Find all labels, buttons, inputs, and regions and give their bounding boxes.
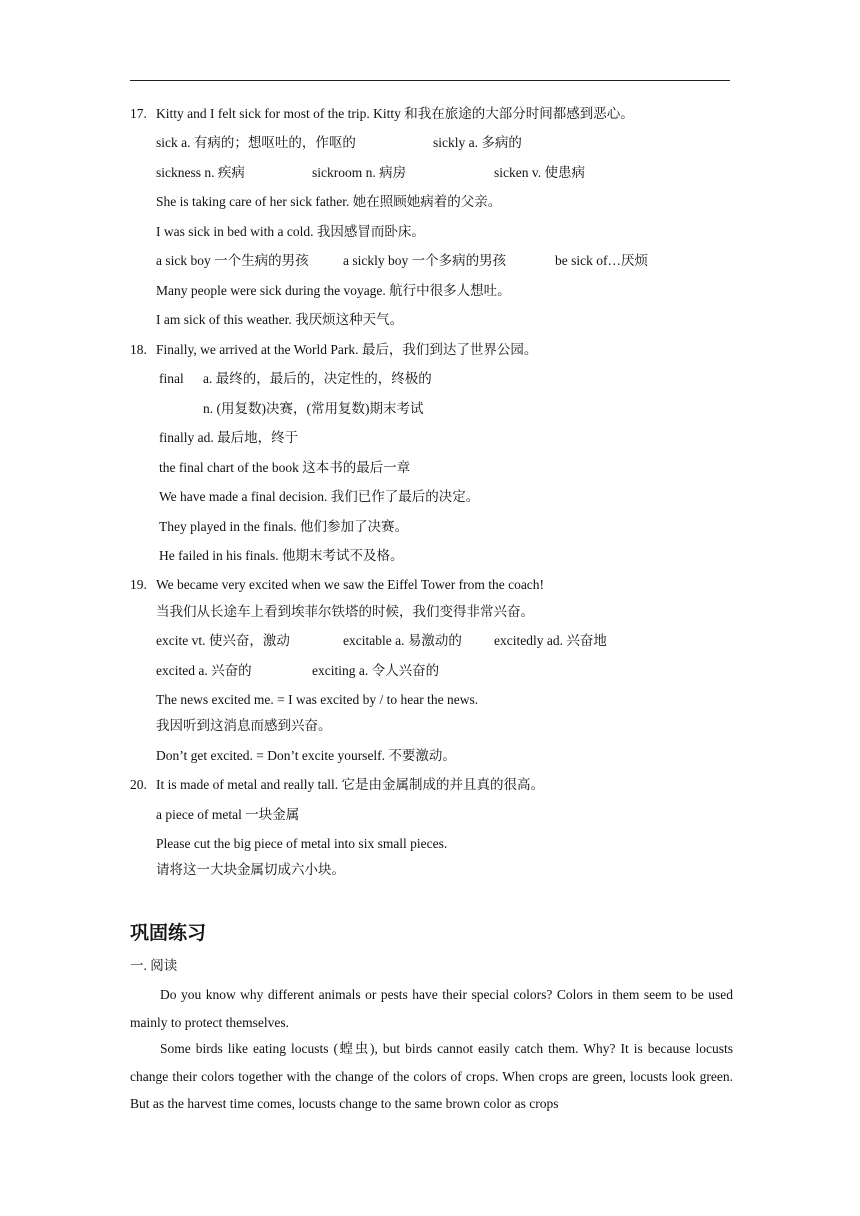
item-number: 19. — [130, 577, 147, 592]
example: The news excited me. = I was excited by / to hear the news. — [156, 692, 479, 707]
example: the final chart of the book 这本书的最后一章 — [159, 460, 411, 475]
vocab-definition: a. 最终的，最后的，决定性的，终极的 — [203, 371, 432, 386]
subsection-label: 一. 阅读 — [130, 958, 178, 973]
vocab-entry: excite vt. 使兴奋，激动 — [156, 633, 290, 648]
section-heading: 巩固练习 — [130, 922, 207, 944]
vocab-entry: excitable a. 易激动的 — [343, 633, 462, 648]
example: They played in the finals. 他们参加了决赛。 — [159, 519, 408, 534]
example-translation: 请将这一大块金属切成六小块。 — [156, 862, 345, 877]
sentence: We became very excited when we saw the Eiffel Tower from the coach! — [156, 577, 545, 592]
item-number: 18. — [130, 342, 147, 357]
vocab-entry: excitedly ad. 兴奋地 — [494, 633, 607, 648]
sentence: Kitty and I felt sick for most of the trip. Kitty 和我在旅途的大部分时间都感到恶心。 — [156, 106, 634, 121]
example: Don’t get excited. = Don’t excite yourself. 不要激动。 — [156, 748, 456, 763]
header-rule — [130, 80, 730, 81]
example-translation: 我因听到这消息而感到兴奋。 — [156, 718, 332, 733]
vocab-entry: sick a. 有病的；想呕吐的，作呕的 — [156, 135, 356, 150]
vocab-entry: sickroom n. 病房 — [312, 165, 407, 180]
vocab-word: final — [159, 371, 184, 386]
example: Please cut the big piece of metal into six small pieces. — [156, 836, 448, 851]
reading-paragraph: Some birds like eating locusts (蝗虫), but birds cannot easily catch them. Why? It is because locusts change their colors together with the change of the colors of crops. When crops are green, locusts look green. But as the harvest time comes, locusts change to the same brown color as crops — [130, 1041, 733, 1111]
example: He failed in his finals. 他期末考试不及格。 — [159, 548, 404, 563]
example: She is taking care of her sick father. 她在照顾她病着的父亲。 — [156, 194, 502, 209]
item-number: 17. — [130, 106, 147, 121]
sentence-translation: 当我们从长途车上看到埃菲尔铁塔的时候，我们变得非常兴奋。 — [156, 604, 534, 619]
vocab-entry: sicken v. 使患病 — [494, 165, 585, 180]
example: I was sick in bed with a cold. 我因感冒而卧床。 — [156, 224, 425, 239]
sentence: Finally, we arrived at the World Park. 最后，我们到达了世界公园。 — [156, 342, 538, 357]
example: a piece of metal 一块金属 — [156, 807, 300, 822]
vocab-entry: exciting a. 令人兴奋的 — [312, 663, 440, 678]
vocab-entry: finally ad. 最后地，终于 — [159, 430, 299, 445]
example: Many people were sick during the voyage. 航行中很多人想吐。 — [156, 283, 511, 298]
example: a sickly boy 一个多病的男孩 — [343, 253, 507, 268]
example: be sick of…厌烦 — [555, 253, 648, 268]
reading-paragraph: Do you know why different animals or pests have their special colors? Colors in them seem to be used mainly to protect themselves. — [130, 987, 733, 1030]
example: We have made a final decision. 我们已作了最后的决定。 — [159, 489, 480, 504]
vocab-entry: sickly a. 多病的 — [433, 135, 522, 150]
vocab-entry: excited a. 兴奋的 — [156, 663, 252, 678]
example: a sick boy 一个生病的男孩 — [156, 253, 309, 268]
vocab-definition: n. (用复数)决赛，(常用复数)期末考试 — [203, 401, 424, 416]
example: I am sick of this weather. 我厌烦这种天气。 — [156, 312, 404, 327]
sentence: It is made of metal and really tall. 它是由金属制成的并且真的很高。 — [156, 777, 545, 792]
item-number: 20. — [130, 777, 147, 792]
vocab-entry: sickness n. 疾病 — [156, 165, 245, 180]
